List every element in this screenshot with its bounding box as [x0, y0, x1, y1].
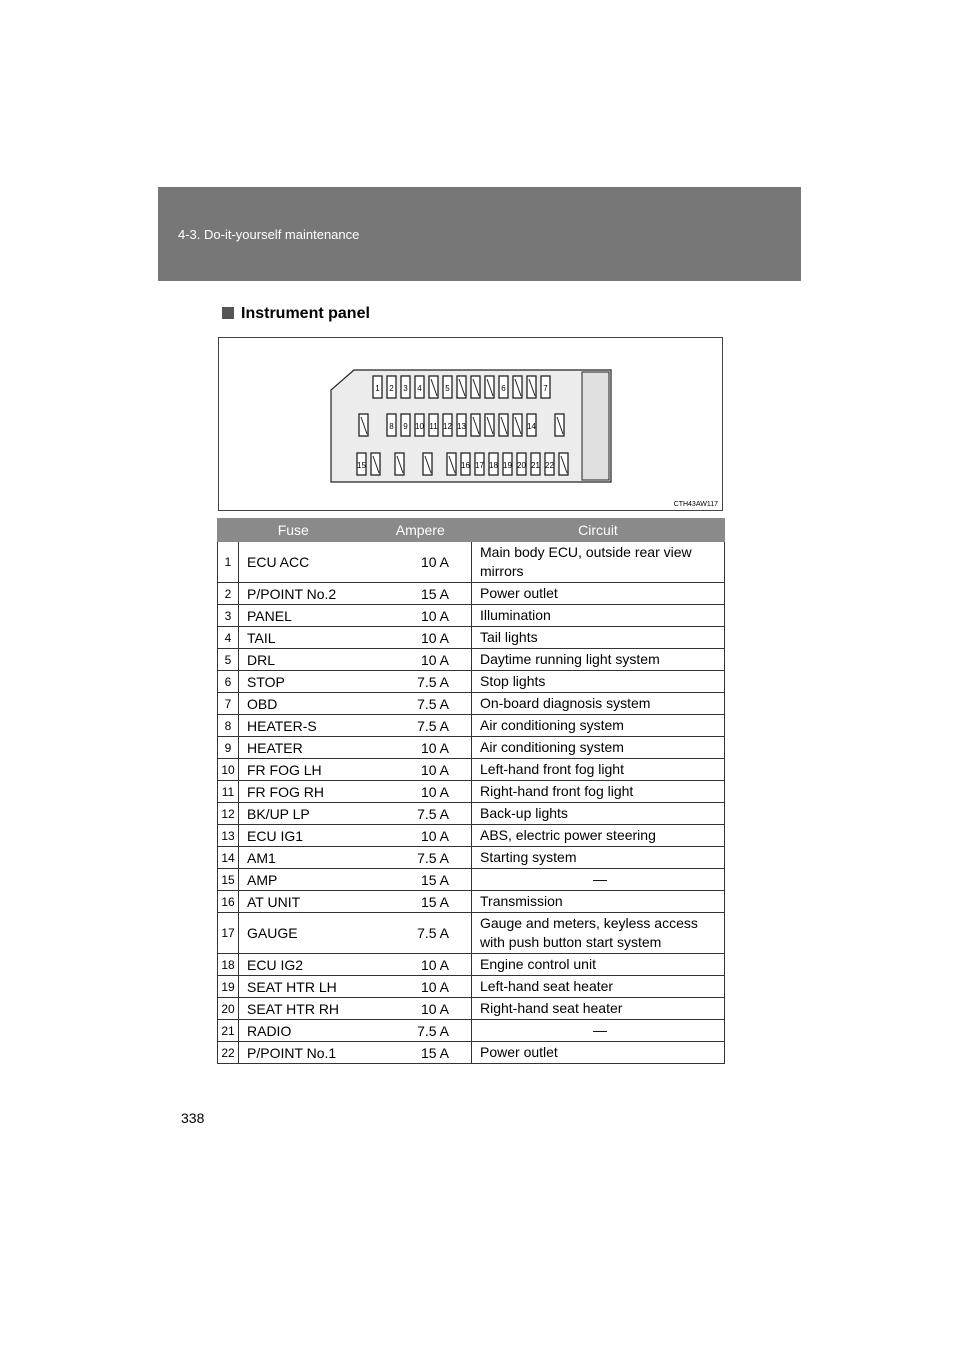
fuse-slot [545, 453, 554, 475]
fuse-name: P/POINT No.2 [239, 583, 370, 605]
fuse-number-label: 13 [457, 422, 466, 431]
fuse-box-drawing [219, 338, 722, 510]
fuse-name: OBD [239, 693, 370, 715]
fuse-number-label: 14 [527, 422, 536, 431]
fuse-slot [443, 376, 452, 398]
header-circuit: Circuit [472, 519, 725, 542]
fuse-name: SEAT HTR LH [239, 976, 370, 998]
fuse-slot [429, 376, 438, 398]
fuse-ampere: 10 A [369, 605, 472, 627]
fuse-slot [471, 376, 480, 398]
fuse-circuit: Illumination [472, 605, 725, 627]
fuse-ampere: 10 A [369, 649, 472, 671]
fuse-ampere: 10 A [369, 737, 472, 759]
fuse-number: 18 [218, 954, 239, 976]
header-fuse: Fuse [218, 519, 370, 542]
fuse-circuit: — [472, 1020, 725, 1042]
fuse-slot [443, 414, 452, 436]
table-row [218, 542, 725, 583]
fuse-number: 15 [218, 869, 239, 891]
table-row [218, 869, 725, 891]
fuse-number: 12 [218, 803, 239, 825]
fuse-circuit: ABS, electric power steering [472, 825, 725, 847]
table-row [218, 998, 725, 1020]
fuse-slot [359, 414, 368, 436]
fuse-slot [499, 414, 508, 436]
fuse-number: 21 [218, 1020, 239, 1042]
fuse-name: AM1 [239, 847, 370, 869]
fuse-circuit: Gauge and meters, keyless access with push button start system [472, 913, 725, 954]
fuse-name: FR FOG LH [239, 759, 370, 781]
fuse-slot [357, 453, 366, 475]
fuse-name: BK/UP LP [239, 803, 370, 825]
fuse-ampere: 10 A [369, 998, 472, 1020]
table-row [218, 649, 725, 671]
fuse-name: HEATER [239, 737, 370, 759]
fuse-circuit: — [472, 869, 725, 891]
fuse-ampere: 10 A [369, 627, 472, 649]
fuse-number-label: 4 [417, 384, 422, 393]
fuse-slot [401, 376, 410, 398]
fuse-number: 13 [218, 825, 239, 847]
fuse-number-label: 16 [461, 461, 470, 470]
fuse-circuit: Daytime running light system [472, 649, 725, 671]
fuse-circuit: Right-hand front fog light [472, 781, 725, 803]
fuse-number-label: 20 [517, 461, 526, 470]
fuse-ampere: 10 A [369, 954, 472, 976]
fuse-number: 4 [218, 627, 239, 649]
fuse-circuit: Air conditioning system [472, 737, 725, 759]
fuse-circuit: Left-hand seat heater [472, 976, 725, 998]
table-row [218, 803, 725, 825]
table-row [218, 1020, 725, 1042]
fuse-name: FR FOG RH [239, 781, 370, 803]
fuse-number-label: 22 [545, 461, 554, 470]
fuse-number: 16 [218, 891, 239, 913]
fuse-name: AMP [239, 869, 370, 891]
fuse-name: RADIO [239, 1020, 370, 1042]
fuse-number-label: 21 [531, 461, 540, 470]
fuse-circuit: Left-hand front fog light [472, 759, 725, 781]
table-row [218, 583, 725, 605]
fuse-slot [555, 414, 564, 436]
table-row [218, 605, 725, 627]
table-row [218, 954, 725, 976]
fuse-ampere: 10 A [369, 825, 472, 847]
fuse-number: 1 [218, 542, 239, 583]
fuse-number-label: 8 [389, 422, 394, 431]
fuse-number-label: 9 [403, 422, 408, 431]
fuse-slot [401, 414, 410, 436]
fuse-slot [475, 453, 484, 475]
fuse-circuit: Main body ECU, outside rear view mirrors [472, 542, 725, 583]
fuse-slot [485, 376, 494, 398]
fuse-number: 3 [218, 605, 239, 627]
figure-code: CTH43AW117 [673, 501, 718, 508]
fuse-table [217, 518, 725, 1064]
fuse-number-label: 18 [489, 461, 498, 470]
fuse-number: 2 [218, 583, 239, 605]
fuse-slot [395, 453, 404, 475]
fuse-circuit: Stop lights [472, 671, 725, 693]
table-row [218, 737, 725, 759]
fuse-number: 11 [218, 781, 239, 803]
fuse-name: STOP [239, 671, 370, 693]
fuse-circuit: Power outlet [472, 1042, 725, 1064]
fuse-ampere: 10 A [369, 542, 472, 583]
square-bullet-icon [222, 307, 234, 319]
fuse-circuit: Right-hand seat heater [472, 998, 725, 1020]
fuse-name: HEATER-S [239, 715, 370, 737]
fuse-number-label: 2 [389, 384, 394, 393]
fuse-slot [513, 414, 522, 436]
table-row [218, 825, 725, 847]
fuse-name: DRL [239, 649, 370, 671]
fuse-name: PANEL [239, 605, 370, 627]
fuse-number-label: 7 [543, 384, 548, 393]
fuse-slot [471, 414, 480, 436]
fuse-number: 9 [218, 737, 239, 759]
fuse-circuit: Air conditioning system [472, 715, 725, 737]
page-number: 338 [181, 1110, 205, 1126]
fuse-number: 14 [218, 847, 239, 869]
fuse-number: 19 [218, 976, 239, 998]
fuse-number-label: 19 [503, 461, 512, 470]
section-title-text: Instrument panel [241, 305, 370, 322]
fuse-number: 20 [218, 998, 239, 1020]
fuse-number: 5 [218, 649, 239, 671]
section-title [222, 305, 370, 323]
fuse-slot [513, 376, 522, 398]
table-row [218, 627, 725, 649]
fuse-box-diagram [218, 337, 723, 511]
fuse-slot [503, 453, 512, 475]
fuse-ampere: 10 A [369, 759, 472, 781]
chapter-header [158, 187, 801, 281]
fuse-number-label: 1 [375, 384, 380, 393]
fuse-slot [559, 453, 568, 475]
fuse-number-label: 6 [501, 384, 506, 393]
fuse-number: 6 [218, 671, 239, 693]
table-row [218, 781, 725, 803]
fuse-ampere: 15 A [369, 891, 472, 913]
table-header-row [218, 519, 725, 542]
fuse-number: 22 [218, 1042, 239, 1064]
fuse-slot [485, 414, 494, 436]
fuse-slot [517, 453, 526, 475]
fuse-ampere: 7.5 A [369, 671, 472, 693]
fuse-number: 10 [218, 759, 239, 781]
fuse-slot [387, 376, 396, 398]
table-row [218, 976, 725, 998]
fuse-slot [531, 453, 540, 475]
table-row [218, 693, 725, 715]
fuse-number-label: 17 [475, 461, 484, 470]
fuse-name: TAIL [239, 627, 370, 649]
fuse-ampere: 15 A [369, 1042, 472, 1064]
fuse-number: 7 [218, 693, 239, 715]
fuse-number-label: 3 [403, 384, 408, 393]
fuse-slot [489, 453, 498, 475]
fuse-circuit: Transmission [472, 891, 725, 913]
table-row [218, 759, 725, 781]
table-row [218, 891, 725, 913]
table-row [218, 715, 725, 737]
fuse-slot [457, 376, 466, 398]
fuse-number-label: 5 [445, 384, 450, 393]
fuse-number-label: 10 [415, 422, 424, 431]
fuse-slot [415, 414, 424, 436]
fuse-ampere: 10 A [369, 976, 472, 998]
table-row [218, 671, 725, 693]
fuse-ampere: 7.5 A [369, 693, 472, 715]
fuse-ampere: 15 A [369, 583, 472, 605]
fuse-slot [541, 376, 550, 398]
fuse-number-label: 15 [357, 461, 366, 470]
fuse-name: SEAT HTR RH [239, 998, 370, 1020]
fuse-number-label: 12 [443, 422, 452, 431]
fuse-ampere: 7.5 A [369, 913, 472, 954]
fuse-slot [373, 376, 382, 398]
fuse-circuit: Back-up lights [472, 803, 725, 825]
fuse-circuit: Engine control unit [472, 954, 725, 976]
fuse-slot [429, 414, 438, 436]
fuse-slot [371, 453, 380, 475]
fuse-ampere: 7.5 A [369, 803, 472, 825]
table-row [218, 913, 725, 954]
fuse-name: ECU IG1 [239, 825, 370, 847]
fuse-circuit: Starting system [472, 847, 725, 869]
fuse-name: ECU ACC [239, 542, 370, 583]
fuse-circuit: On-board diagnosis system [472, 693, 725, 715]
table-row [218, 847, 725, 869]
fuse-number: 17 [218, 913, 239, 954]
fuse-name: AT UNIT [239, 891, 370, 913]
fuse-number: 8 [218, 715, 239, 737]
fuse-slot [527, 414, 536, 436]
fuse-circuit: Power outlet [472, 583, 725, 605]
fuse-slot [461, 453, 470, 475]
fuse-slot [457, 414, 466, 436]
fuse-circuit: Tail lights [472, 627, 725, 649]
fuse-slot [387, 414, 396, 436]
fuse-slot [499, 376, 508, 398]
fuse-name: P/POINT No.1 [239, 1042, 370, 1064]
fuse-ampere: 7.5 A [369, 1020, 472, 1042]
fuse-ampere: 7.5 A [369, 847, 472, 869]
fuse-slot [423, 453, 432, 475]
header-ampere: Ampere [369, 519, 472, 542]
fuse-slot [415, 376, 424, 398]
fuse-ampere: 7.5 A [369, 715, 472, 737]
fuse-name: GAUGE [239, 913, 370, 954]
fuse-name: ECU IG2 [239, 954, 370, 976]
fuse-ampere: 10 A [369, 781, 472, 803]
fuse-slot [527, 376, 536, 398]
fuse-ampere: 15 A [369, 869, 472, 891]
chapter-title: 4-3. Do-it-yourself maintenance [178, 227, 360, 242]
table-row [218, 1042, 725, 1064]
fuse-slot [447, 453, 456, 475]
fuse-number-label: 11 [429, 422, 438, 431]
